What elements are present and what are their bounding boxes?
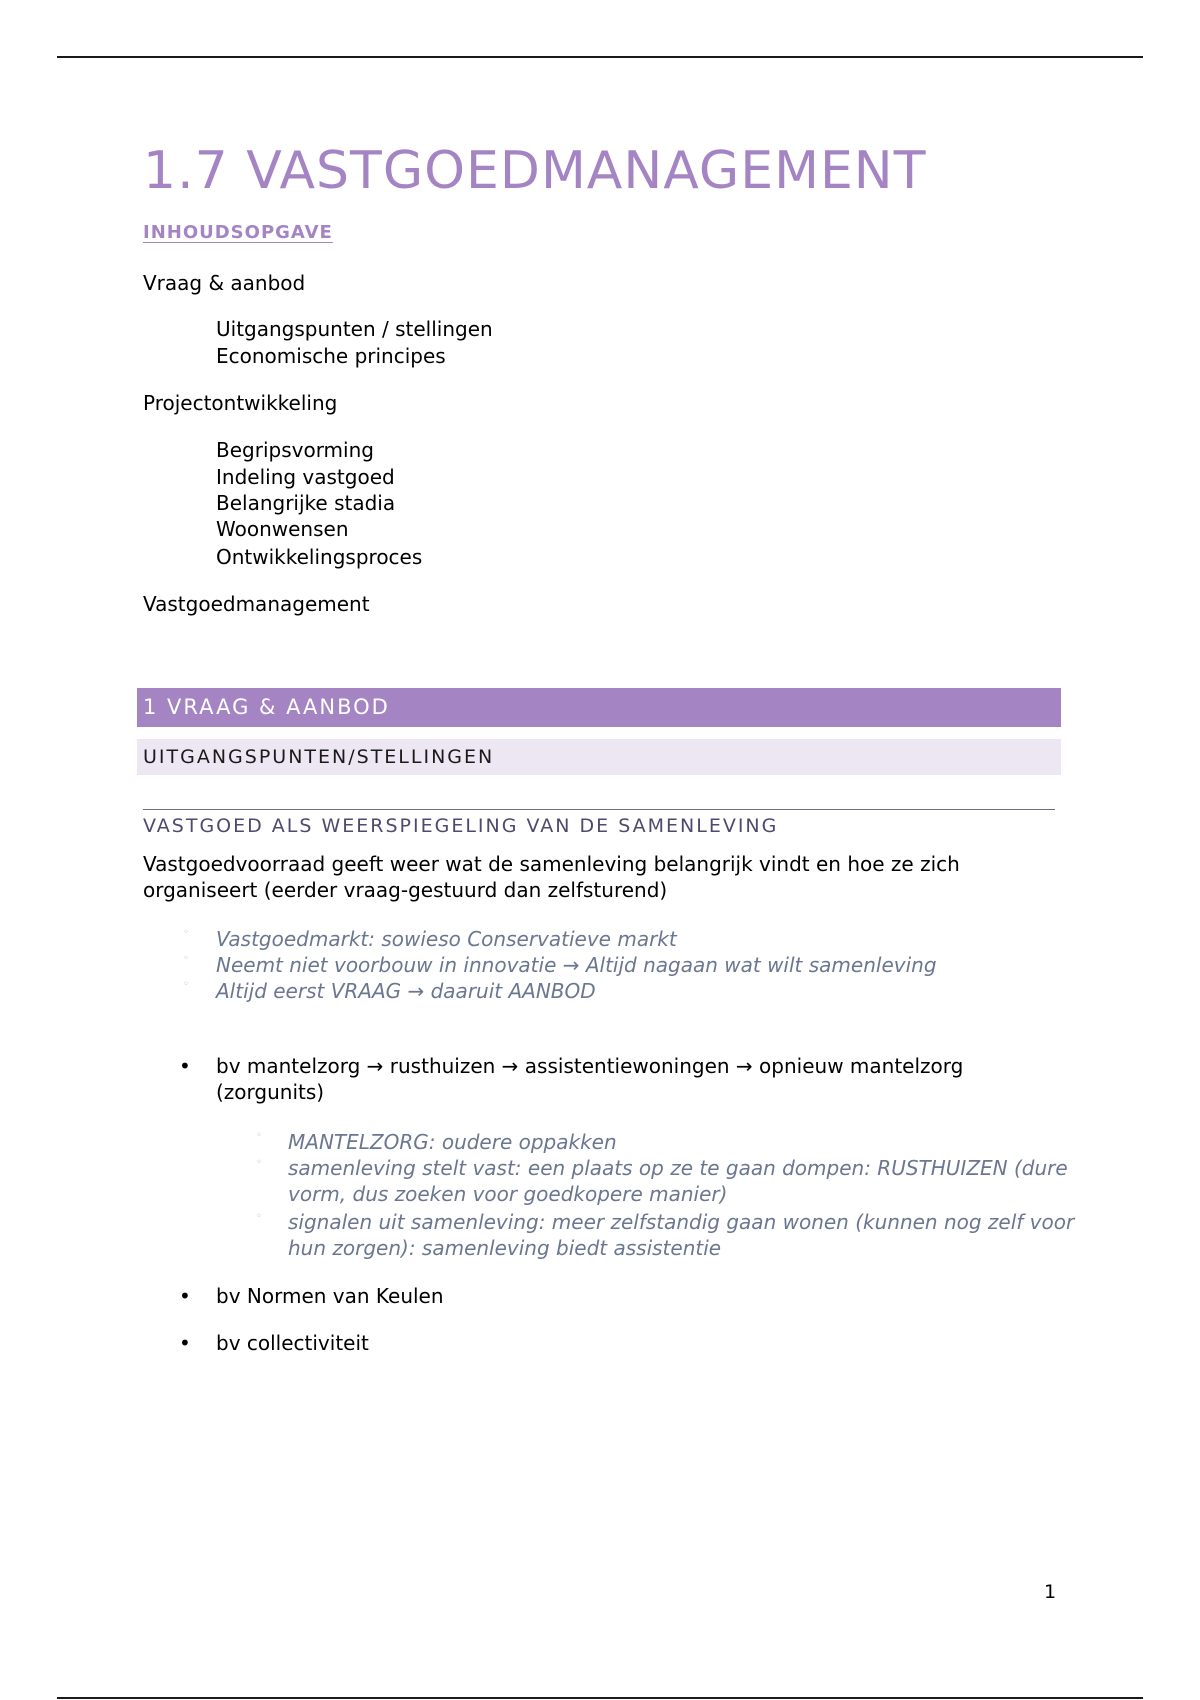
toc-item-belangrijke-stadia[interactable]: Belangrijke stadia (216, 491, 396, 515)
document-title: 1.7 VASTGOEDMANAGEMENT (143, 141, 927, 201)
bullet-marker: • (179, 1331, 191, 1355)
toc-item-economische-principes[interactable]: Economische principes (216, 344, 446, 368)
sub-bullet-marker: ◦ (256, 1157, 262, 1168)
sub-bullet-marker: ◦ (183, 927, 189, 938)
section-subheading: UITGANGSPUNTEN/STELLINGEN (137, 739, 1061, 775)
sub-list-item: MANTELZORG: oudere oppakken (288, 1130, 617, 1154)
intro-paragraph: Vastgoedvoorraad geeft weer wat de samenleving belangrijk vindt en hoe ze zich organiseert (eerder vraag-gestuurd dan zelfsturend) (143, 852, 960, 902)
list-item: bv Normen van Keulen (216, 1284, 444, 1308)
toc-item-vraag-aanbod[interactable]: Vraag & aanbod (143, 271, 306, 295)
section-heading-1: 1 VRAAG & AANBOD (137, 688, 1061, 727)
toc-item-vastgoedmanagement[interactable]: Vastgoedmanagement (143, 592, 370, 616)
bullet-marker: • (179, 1054, 191, 1078)
toc-item-uitgangspunten[interactable]: Uitgangspunten / stellingen (216, 317, 493, 341)
sub-list-item: Vastgoedmarkt: sowieso Conservatieve markt (216, 927, 677, 951)
sub-bullet-marker: ◦ (183, 953, 189, 964)
list-item: bv mantelzorg → rusthuizen → assistentiewoningen → opnieuw mantelzorg (zorgunits) (216, 1054, 964, 1104)
list-item: bv collectiviteit (216, 1331, 369, 1355)
toc-item-begripsvorming[interactable]: Begripsvorming (216, 438, 374, 462)
toc-item-woonwensen[interactable]: Woonwensen (216, 517, 349, 541)
page-number: 1 (1044, 1581, 1057, 1603)
sub-bullet-marker: ◦ (183, 979, 189, 990)
sub-list-item: samenleving stelt vast: een plaats op ze te gaan dompen: RUSTHUIZEN (dure vorm, dus zoeken voor goedkopere manier) (288, 1156, 1068, 1206)
sub-bullet-marker: ◦ (256, 1130, 262, 1141)
toc-item-indeling-vastgoed[interactable]: Indeling vastgoed (216, 465, 395, 489)
bullet-marker: • (179, 1284, 191, 1308)
toc-heading[interactable]: INHOUDSOPGAVE (143, 222, 333, 243)
page-bottom-rule (57, 1697, 1143, 1699)
sub-list-item: Neemt niet voorbouw in innovatie → Altijd nagaan wat wilt samenleving (216, 953, 937, 977)
section-subsubheading: VASTGOED ALS WEERSPIEGELING VAN DE SAMENLEVING (143, 815, 779, 837)
heading3-rule (143, 809, 1055, 810)
sub-bullet-marker: ◦ (256, 1211, 262, 1222)
sub-list-item: Altijd eerst VRAAG → daaruit AANBOD (216, 979, 596, 1003)
sub-list-item: signalen uit samenleving: meer zelfstandig gaan wonen (kunnen nog zelf voor hun zorgen): samenleving biedt assistentie (288, 1210, 1075, 1260)
toc-item-projectontwikkeling[interactable]: Projectontwikkeling (143, 391, 338, 415)
toc-item-ontwikkelingsproces[interactable]: Ontwikkelingsproces (216, 545, 423, 569)
